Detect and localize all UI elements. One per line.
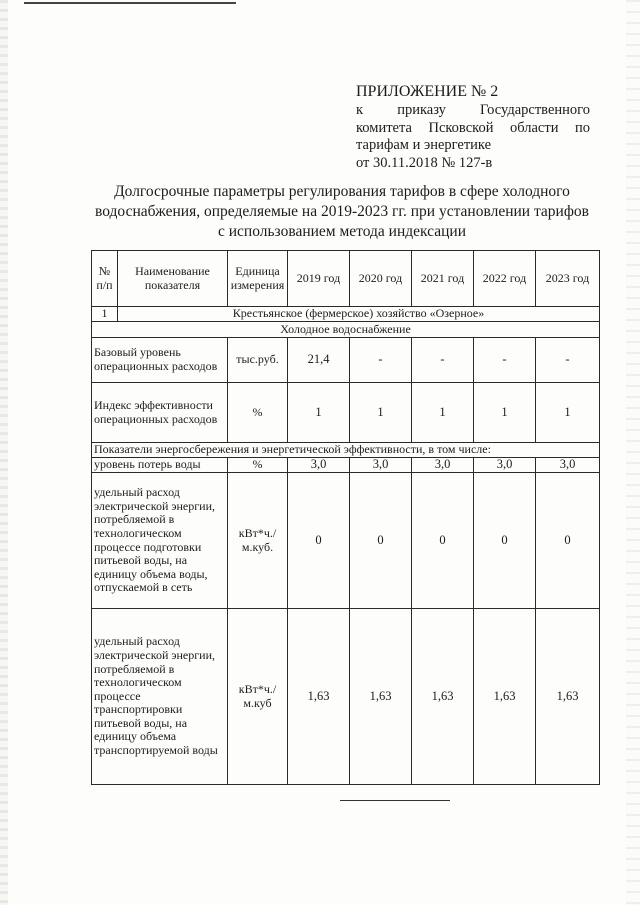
header-year: 2023 год [536,251,600,307]
parameters-table [91,250,600,785]
row-unit: % [228,458,288,473]
energy-header-row [92,443,600,458]
appendix-line-2: комитета Псковской области по [356,119,590,136]
row-name: Индекс эффективности операционных расходов [92,383,228,443]
row-value: - [474,338,536,383]
row-value: - [536,338,600,383]
header-unit: Единица измерения [228,251,288,307]
row-value: 3,0 [350,458,412,473]
header-year: 2020 год [350,251,412,307]
energy-header: Показатели энергосбережения и энергетической эффективности, в том числе: [92,443,600,458]
section-row [92,322,600,338]
row-name: Базовый уровень операционных расходов [92,338,228,383]
row-value: - [350,338,412,383]
row-value: 3,0 [288,458,350,473]
row-value: 1 [536,383,600,443]
document-title: Долгосрочные параметры регулирования тарифов в сфере холодного водоснабжения, определяемые на 2019-2023 гг. при установлении тарифов с использованием метода индексации [95,183,589,240]
appendix-header [356,82,590,172]
row-value: 1,63 [350,609,412,785]
appendix-line-1: к приказу Государственного [356,102,590,118]
scan-edge-left [0,0,8,905]
header-year: 2019 год [288,251,350,307]
top-rule [24,2,236,4]
row-value: 0 [474,473,536,609]
row-value: 1 [288,383,350,443]
row-value: 1,63 [536,609,600,785]
row-value: 1,63 [412,609,474,785]
row-value: 21,4 [288,338,350,383]
row-value: 1 [474,383,536,443]
row-value: 1 [350,383,412,443]
scan-edge-right [626,0,640,905]
row-value: 1,63 [288,609,350,785]
table-row [92,383,600,443]
row-value: 0 [412,473,474,609]
row-value: 0 [536,473,600,609]
header-num: № п/п [92,251,118,307]
row-name: уровень потерь воды [92,458,228,473]
table-row [92,473,600,609]
row-unit: кВт*ч./м.куб [228,609,288,785]
appendix-line-4: от 30.11.2018 № 127-в [356,154,493,171]
signature-line [340,800,450,801]
row-name: удельный расход электрической энергии, потребляемой в технологическом процессе подготовки питьевой воды, на единицу объема воды, отпускаемой в сеть [92,473,228,609]
section-title: Холодное водоснабжение [92,322,600,338]
organization-num: 1 [92,307,118,322]
table-row [92,338,600,383]
row-name: удельный расход электрической энергии, потребляемой в технологическом процессе транспортировки питьевой воды, на единицу объема транспортируемой воды [92,609,228,785]
row-value: 1 [412,383,474,443]
row-unit: тыс.руб. [228,338,288,383]
row-unit: % [228,383,288,443]
row-value: - [412,338,474,383]
organization-name: Крестьянское (фермерское) хозяйство «Озерное» [118,307,600,322]
row-value: 3,0 [474,458,536,473]
header-row [92,251,600,307]
row-unit: кВт*ч./м.куб. [228,473,288,609]
table-row [92,609,600,785]
table-row [92,458,600,473]
appendix-line-3: тарифам и энергетике [356,137,492,153]
header-year: 2022 год [474,251,536,307]
header-name: Наименование показателя [118,251,228,307]
row-value: 0 [350,473,412,609]
organization-row [92,307,600,322]
row-value: 3,0 [536,458,600,473]
row-value: 3,0 [412,458,474,473]
row-value: 0 [288,473,350,609]
header-year: 2021 год [412,251,474,307]
row-value: 1,63 [474,609,536,785]
appendix-title: ПРИЛОЖЕНИЕ № 2 [356,83,499,100]
